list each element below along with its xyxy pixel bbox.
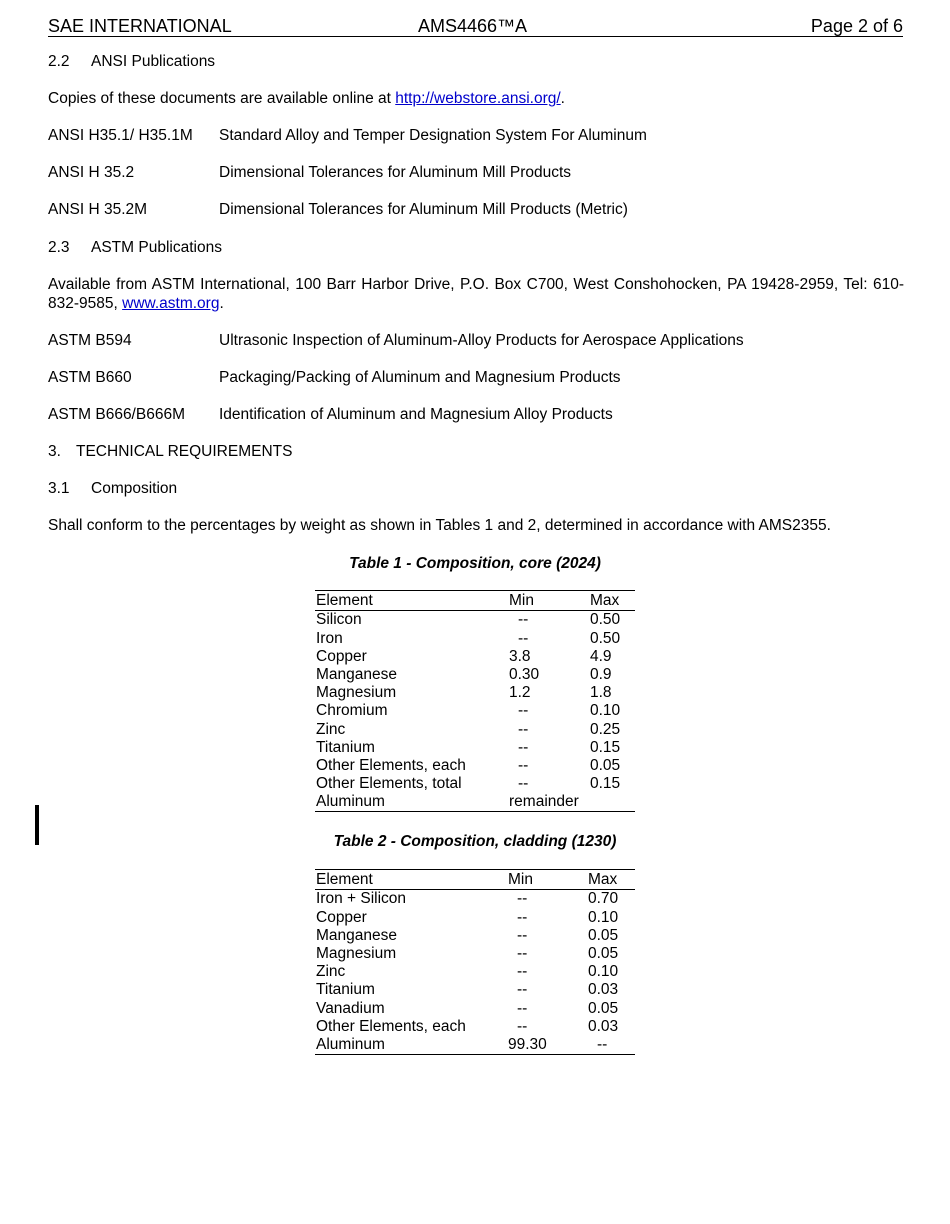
header-page-number: Page 2 of 6 bbox=[810, 16, 903, 36]
table-row bbox=[315, 720, 635, 738]
cell-max: -- bbox=[587, 1036, 635, 1055]
cell-element: Magnesium bbox=[316, 944, 397, 962]
header-max: Max bbox=[587, 871, 635, 890]
composition-table-core bbox=[315, 592, 635, 812]
cell-min: -- bbox=[517, 908, 528, 926]
cell-element: Manganese bbox=[316, 665, 398, 683]
astm-website-link[interactable]: www.astm.org bbox=[122, 295, 220, 312]
section-number: 2.3 bbox=[48, 239, 70, 256]
table-row bbox=[315, 702, 635, 720]
cell-max: 0.50 bbox=[590, 611, 621, 629]
table-2-caption: Table 2 - Composition, cladding (1230) bbox=[333, 833, 617, 850]
cell-max: 0.15 bbox=[590, 775, 621, 793]
cell-max: 4.9 bbox=[590, 647, 612, 665]
cell-max bbox=[589, 793, 635, 812]
cell-min: 99.30 bbox=[507, 1036, 587, 1055]
header-min: Min bbox=[508, 592, 589, 611]
cell-element: Iron bbox=[316, 629, 343, 647]
cell-element: Titanium bbox=[316, 738, 375, 756]
header-org: SAE INTERNATIONAL bbox=[48, 16, 232, 36]
section-title: TECHNICAL REQUIREMENTS bbox=[76, 443, 293, 460]
table-row bbox=[315, 629, 635, 647]
table-1-top-rule bbox=[315, 590, 635, 591]
ref-title: Dimensional Tolerances for Aluminum Mill Products (Metric) bbox=[219, 201, 628, 218]
astm-availability-text bbox=[48, 275, 904, 313]
table-1-caption: Table 1 - Composition, core (2024) bbox=[349, 555, 601, 572]
cell-element: Zinc bbox=[316, 963, 346, 981]
cell-element: Chromium bbox=[316, 702, 388, 720]
table-row bbox=[315, 890, 635, 909]
page-header bbox=[48, 16, 903, 37]
composition-table-cladding bbox=[315, 871, 635, 1055]
composition-statement: Shall conform to the percentages by weight as shown in Tables 1 and 2, determined in accordance with AMS2355. bbox=[48, 517, 831, 534]
ref-code: ANSI H 35.2 bbox=[48, 164, 135, 181]
cell-min: 3.8 bbox=[509, 647, 531, 665]
cell-max: 0.05 bbox=[588, 926, 619, 944]
cell-max: 0.03 bbox=[588, 1017, 619, 1035]
table-row bbox=[315, 1036, 635, 1055]
cell-max: 0.03 bbox=[588, 981, 619, 999]
cell-max: 0.10 bbox=[588, 963, 619, 981]
cell-max: 0.10 bbox=[590, 702, 621, 720]
section-title: Composition bbox=[91, 480, 178, 497]
cell-max: 0.50 bbox=[590, 629, 621, 647]
cell-min: -- bbox=[518, 738, 529, 756]
ansi-webstore-link[interactable]: http://webstore.ansi.org/ bbox=[395, 90, 561, 107]
table-row bbox=[315, 793, 635, 812]
cell-min: -- bbox=[517, 890, 528, 908]
cell-min: 1.2 bbox=[509, 684, 531, 702]
cell-min: -- bbox=[517, 981, 528, 999]
header-min: Min bbox=[507, 871, 587, 890]
cell-element: Iron + Silicon bbox=[316, 890, 407, 908]
cell-max: 0.05 bbox=[588, 999, 619, 1017]
table-header-row bbox=[315, 871, 635, 890]
header-max: Max bbox=[589, 592, 635, 611]
astm-intro-text: Available from ASTM International, 100 Barr Harbor Drive, P.O. Box C700, West Conshohocken, PA 19428-2959, Tel: 610-832-9585, bbox=[48, 276, 904, 312]
section-2-3-heading bbox=[48, 238, 222, 257]
section-title: ANSI Publications bbox=[91, 53, 216, 70]
section-2-2-heading bbox=[48, 52, 215, 71]
cell-min: -- bbox=[518, 775, 529, 793]
ref-code: ANSI H 35.2M bbox=[48, 201, 148, 218]
cell-element: Copper bbox=[316, 908, 367, 926]
section-number: 3.1 bbox=[48, 480, 70, 497]
table-row bbox=[315, 648, 635, 666]
table-row bbox=[315, 999, 635, 1017]
table-row bbox=[315, 775, 635, 793]
cell-element: Silicon bbox=[316, 611, 362, 629]
cell-min: 0.30 bbox=[509, 665, 540, 683]
cell-max: 1.8 bbox=[590, 684, 612, 702]
cell-min: -- bbox=[517, 944, 528, 962]
header-element: Element bbox=[315, 871, 507, 890]
cell-element: Other Elements, each bbox=[316, 756, 466, 774]
cell-max: 0.10 bbox=[588, 908, 619, 926]
cell-element: Zinc bbox=[316, 720, 346, 738]
table-row bbox=[315, 981, 635, 999]
cell-min: -- bbox=[518, 702, 529, 720]
cell-element: Titanium bbox=[316, 981, 375, 999]
cell-max: 0.15 bbox=[590, 738, 621, 756]
ref-code: ANSI H35.1/ H35.1M bbox=[48, 127, 193, 144]
table-row bbox=[315, 1018, 635, 1036]
table-row bbox=[315, 666, 635, 684]
ref-title: Packaging/Packing of Aluminum and Magnesium Products bbox=[219, 369, 621, 386]
ansi-availability-text bbox=[48, 89, 565, 108]
cell-element: Other Elements, total bbox=[316, 775, 462, 793]
cell-min: -- bbox=[518, 720, 529, 738]
cell-element: Copper bbox=[316, 647, 367, 665]
cell-min: remainder bbox=[508, 793, 589, 812]
cell-max: 0.9 bbox=[590, 665, 612, 683]
section-number: 2.2 bbox=[48, 53, 70, 70]
cell-min: -- bbox=[518, 756, 529, 774]
table-row bbox=[315, 611, 635, 630]
ansi-intro-end: . bbox=[560, 90, 565, 107]
cell-max: 0.05 bbox=[588, 944, 619, 962]
ref-code: ASTM B666/B666M bbox=[48, 406, 185, 423]
cell-min: -- bbox=[517, 963, 528, 981]
table-2-top-rule bbox=[315, 869, 635, 870]
cell-max: 0.70 bbox=[588, 890, 619, 908]
cell-min: -- bbox=[518, 611, 529, 629]
ref-title: Standard Alloy and Temper Designation System For Aluminum bbox=[219, 127, 647, 144]
table-row bbox=[315, 945, 635, 963]
ref-title: Dimensional Tolerances for Aluminum Mill Products bbox=[219, 164, 572, 181]
cell-max: 0.25 bbox=[590, 720, 621, 738]
cell-element: Vanadium bbox=[316, 999, 385, 1017]
table-row bbox=[315, 684, 635, 702]
cell-element: Manganese bbox=[316, 926, 398, 944]
cell-element: Aluminum bbox=[315, 1036, 507, 1055]
section-number: 3. bbox=[48, 443, 61, 460]
table-row bbox=[315, 927, 635, 945]
cell-element: Aluminum bbox=[315, 793, 508, 812]
ref-code: ASTM B660 bbox=[48, 369, 132, 386]
ref-code: ASTM B594 bbox=[48, 332, 132, 349]
section-3-heading bbox=[48, 442, 292, 461]
ansi-intro-text: Copies of these documents are available online at bbox=[48, 90, 396, 107]
header-doc-number: AMS4466™A bbox=[418, 16, 528, 36]
table-row bbox=[315, 757, 635, 775]
table-row bbox=[315, 908, 635, 926]
header-element: Element bbox=[315, 592, 508, 611]
table-header-row bbox=[315, 592, 635, 611]
ref-title: Identification of Aluminum and Magnesium Alloy Products bbox=[219, 406, 613, 423]
section-title: ASTM Publications bbox=[91, 239, 222, 256]
cell-min: -- bbox=[517, 926, 528, 944]
cell-min: -- bbox=[517, 999, 528, 1017]
astm-intro-end: . bbox=[219, 295, 224, 312]
section-3-1-heading bbox=[48, 479, 177, 498]
table-row bbox=[315, 739, 635, 757]
cell-max: 0.05 bbox=[590, 756, 621, 774]
table-row bbox=[315, 963, 635, 981]
cell-element: Magnesium bbox=[316, 684, 397, 702]
cell-min: -- bbox=[517, 1017, 528, 1035]
cell-min: -- bbox=[518, 629, 529, 647]
cell-element: Other Elements, each bbox=[316, 1017, 466, 1035]
ref-title: Ultrasonic Inspection of Aluminum-Alloy Products for Aerospace Applications bbox=[219, 332, 744, 349]
